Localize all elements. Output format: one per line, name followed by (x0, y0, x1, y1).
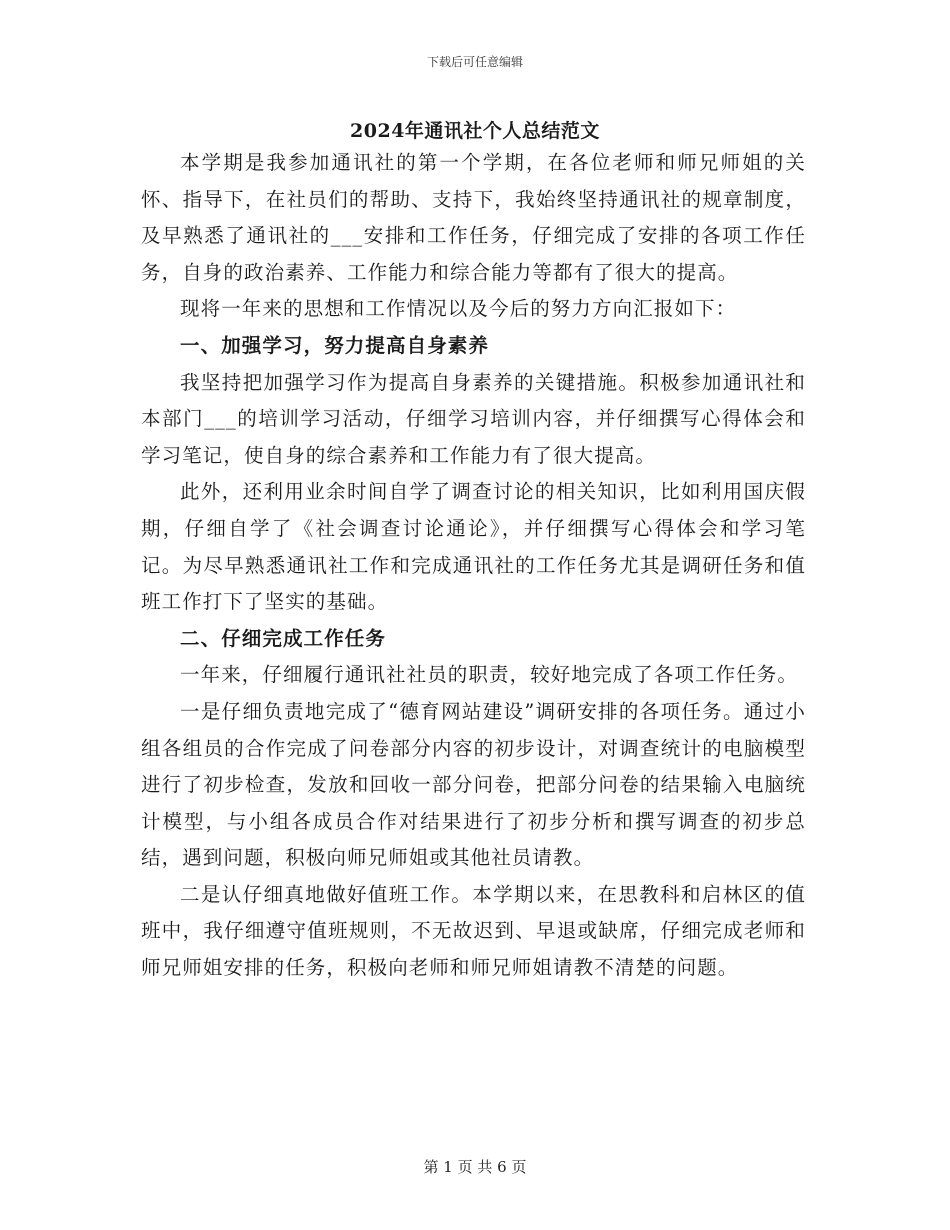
paragraph-summary-lead: 现将一年来的思想和工作情况以及今后的努力方向汇报如下： (180, 297, 737, 321)
document-body (141, 145, 806, 987)
paragraph-work-1: 一年来，仔细履行通讯社社员的职责，较好地完成了各项工作任务。 (180, 663, 799, 687)
page-header-note: 下载后可任意编辑 (426, 55, 523, 69)
paragraph-study-2: 此外，还利用业余时间自学了调查讨论的相关知识，比如利用国庆假期，仔细自学了《社会调查讨论通论》，并仔细撰写心得体会和学习笔记。为尽早熟悉通讯社工作和完成通讯社的工作任务尤其是调研任务和值班工作打下了坚实的基础。 (141, 480, 806, 614)
section-heading-1: 一、加强学习，努力提高自身素养 (180, 333, 490, 357)
paragraph-work-2: 一是仔细负责地完成了“德育网站建设”调研安排的各项任务。通过小组各组员的合作完成了问卷部分内容的初步设计，对调查统计的电脑模型进行了初步检查，发放和回收一部分问卷，把部分问卷的结果输入电脑统计模型，与小组各成员合作对结果进行了初步分析和撰写调查的初步总结，遇到问题，积极向师兄师姐或其他社员请教。 (141, 699, 806, 870)
paragraph-study-1: 我坚持把加强学习作为提高自身素养的关键措施。积极参加通讯社和本部门___的培训学习活动，仔细学习培训内容，并仔细撰写心得体会和学习笔记，使自身的综合素养和工作能力有了很大提高。 (141, 370, 806, 467)
page-number: 第 1 页 共 6 页 (423, 1158, 527, 1176)
section-heading-2: 二、仔细完成工作任务 (180, 626, 387, 650)
paragraph-intro: 本学期是我参加通讯社的第一个学期，在各位老师和师兄师姐的关怀、指导下，在社员们的帮助、支持下，我始终坚持通讯社的规章制度，及早熟悉了通讯社的___安排和工作任务，仔细完成了安排的各项工作任务，自身的政治素养、工作能力和综合能力等都有了很大的提高。 (141, 151, 806, 284)
document-title: 2024年通讯社个人总结范文 (350, 120, 600, 142)
paragraph-work-3: 二是认仔细真地做好值班工作。本学期以来，在思教科和启林区的值班中，我仔细遵守值班规则，不无故迟到、早退或缺席，仔细完成老师和师兄师姐安排的任务，积极向老师和师兄师姐请教不清楚的问题。 (141, 882, 806, 980)
